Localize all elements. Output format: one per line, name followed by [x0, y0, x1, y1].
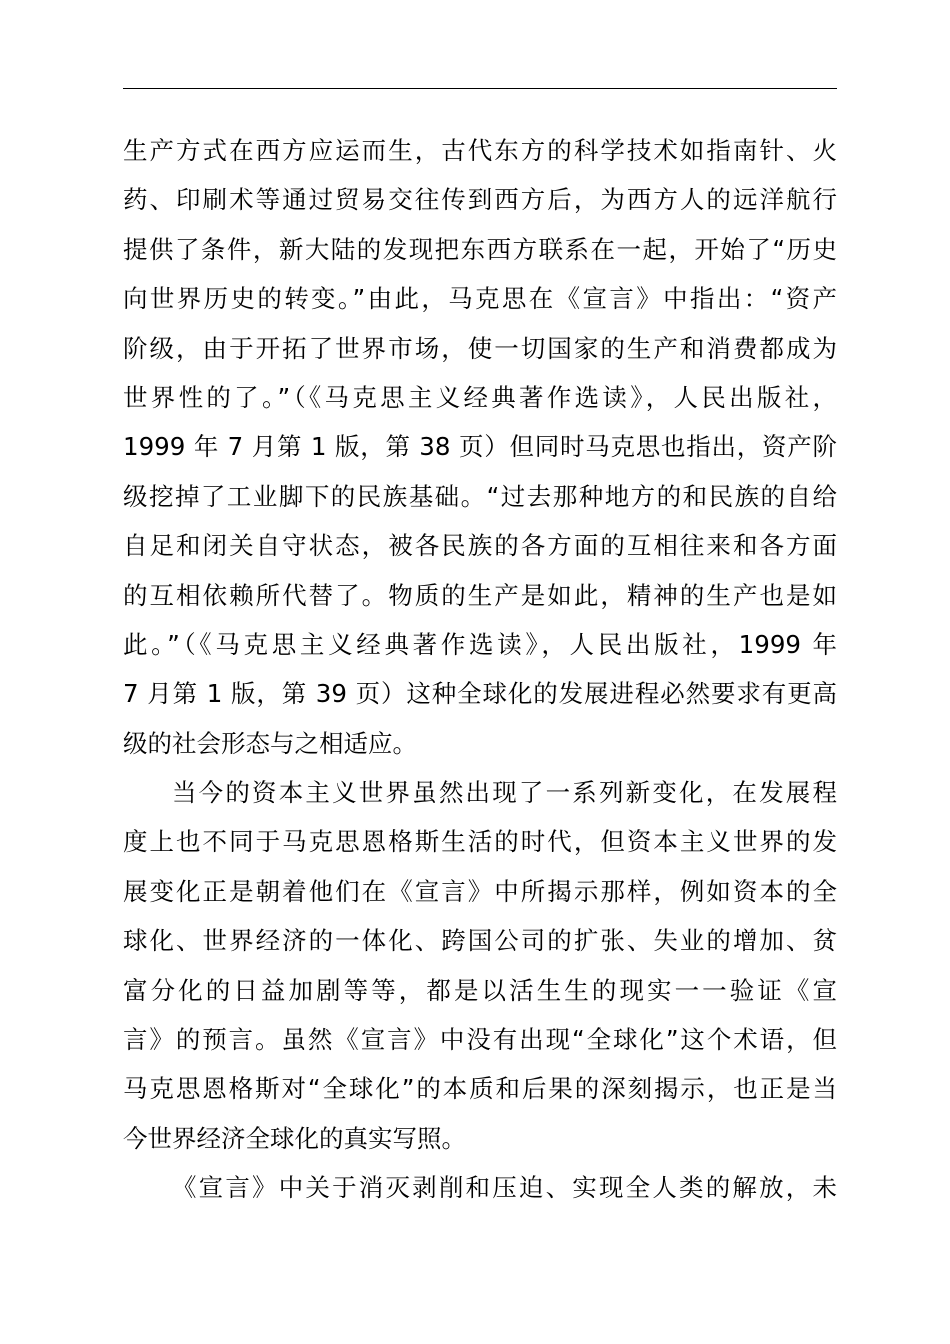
text-line: 提供了条件，新大陆的发现把东西方联系在一起，开始了“历史 — [123, 234, 837, 264]
document-body — [123, 126, 837, 1213]
text-line: 今世界经济全球化的真实写照。 — [123, 1123, 466, 1153]
text-line: 级挖掉了工业脚下的民族基础。“过去那种地方的和民族的自给 — [123, 481, 837, 511]
text-line: 药、印刷术等通过贸易交往传到西方后，为西方人的远洋航行 — [123, 185, 837, 215]
header-rule — [123, 88, 837, 89]
text-line: 生产方式在西方应运而生，古代东方的科学技术如指南针、火 — [123, 136, 837, 165]
text-line: 度上也不同于马克思恩格斯生活的时代，但资本主义世界的发 — [123, 827, 837, 857]
text-line: 1999 年 7 月第 1 版，第 38 页）但同时马克思也指出，资产阶 — [123, 432, 837, 462]
text-line: 自足和闭关自守状态，被各民族的各方面的互相往来和各方面 — [123, 531, 837, 561]
text-line: 级的社会形态与之相适应。 — [123, 728, 417, 758]
text-line: 言》的预言。虽然《宣言》中没有出现“全球化”这个术语，但 — [123, 1025, 837, 1055]
text-line: 向世界历史的转变。”由此，马克思在《宣言》中指出：“资产 — [123, 284, 837, 314]
text-line: 马克思恩格斯对“全球化”的本质和后果的深刻揭示，也正是当 — [123, 1074, 837, 1104]
text-line: 7 月第 1 版，第 39 页）这种全球化的发展进程必然要求有更高 — [123, 679, 837, 709]
text-line: 展变化正是朝着他们在《宣言》中所揭示那样，例如资本的全 — [123, 876, 837, 906]
text-line: 《宣言》中关于消灭剥削和压迫、实现全人类的解放，未 — [172, 1173, 837, 1203]
text-line: 此。”（《马克思主义经典著作选读》，人民出版社，1999 年 — [123, 629, 837, 659]
text-line: 阶级，由于开拓了世界市场，使一切国家的生产和消费都成为 — [123, 333, 837, 363]
text-line: 的互相依赖所代替了。物质的生产是如此，精神的生产也是如 — [123, 580, 837, 610]
text-line: 富分化的日益加剧等等，都是以活生生的现实一一验证《宣 — [123, 975, 837, 1005]
text-line: 世界性的了。”（《马克思主义经典著作选读》，人民出版社， — [123, 382, 837, 412]
text-line: 球化、世界经济的一体化、跨国公司的扩张、失业的增加、贫 — [123, 926, 837, 956]
text-line: 当今的资本主义世界虽然出现了一系列新变化，在发展程 — [172, 778, 837, 808]
